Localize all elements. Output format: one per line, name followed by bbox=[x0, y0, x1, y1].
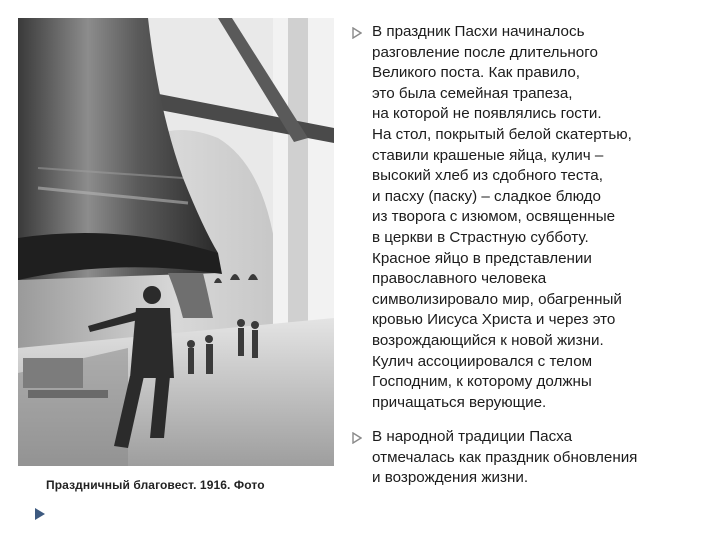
paragraph-line: отмечалась как праздник обновления bbox=[372, 448, 638, 466]
triangle-right-outline-icon bbox=[352, 27, 362, 39]
photo-caption: Праздничный благовест. 1916. Фото bbox=[46, 478, 265, 492]
bullet-list bbox=[352, 22, 702, 503]
paragraph-line: Кулич ассоциировался с телом bbox=[372, 352, 593, 370]
paragraph-line: разговление после длительного bbox=[372, 43, 598, 61]
paragraph-line: причащаться верующие. bbox=[372, 393, 547, 411]
bell-tower-photo bbox=[18, 18, 334, 466]
bullet-item bbox=[352, 427, 702, 489]
paragraph-line: ставили крашеные яйца, кулич – bbox=[372, 146, 604, 164]
paragraph-line: в церкви в Страстную субботу. bbox=[372, 228, 589, 246]
paragraph-line: православного человека bbox=[372, 270, 547, 288]
paragraph-line: В праздник Пасхи начиналось bbox=[372, 23, 585, 40]
paragraph-line: символизировало мир, обагренный bbox=[372, 290, 622, 308]
paragraph-line: Красное яйцо в представлении bbox=[372, 249, 592, 267]
paragraph-line: возрождающийся к новой жизни. bbox=[372, 331, 604, 349]
triangle-right-filled-icon[interactable] bbox=[34, 508, 46, 520]
paragraph-line: на которой не появлялись гости. bbox=[372, 105, 602, 123]
bullet-item bbox=[352, 22, 702, 413]
paragraph-line: В народной традиции Пасха bbox=[372, 428, 573, 446]
paragraph-line: это была семейная трапеза, bbox=[372, 84, 573, 102]
paragraph-line: высокий хлеб из сдобного теста, bbox=[372, 167, 603, 185]
paragraph-line: из творога с изюмом, освященные bbox=[372, 208, 616, 226]
paragraph-line: и возрождения жизни. bbox=[372, 469, 529, 487]
paragraph-line: Господним, к которому должны bbox=[372, 373, 592, 391]
paragraph-line: На стол, покрытый белой скатертью, bbox=[372, 125, 632, 143]
paragraph-line: Великого поста. Как правило, bbox=[372, 64, 581, 82]
paragraph-line: и пасху (паску) – сладкое блюдо bbox=[372, 187, 601, 205]
bell-photo-illustration bbox=[18, 18, 334, 466]
triangle-right-outline-icon bbox=[352, 432, 362, 444]
paragraph-line: кровью Иисуса Христа и через это bbox=[372, 311, 616, 329]
